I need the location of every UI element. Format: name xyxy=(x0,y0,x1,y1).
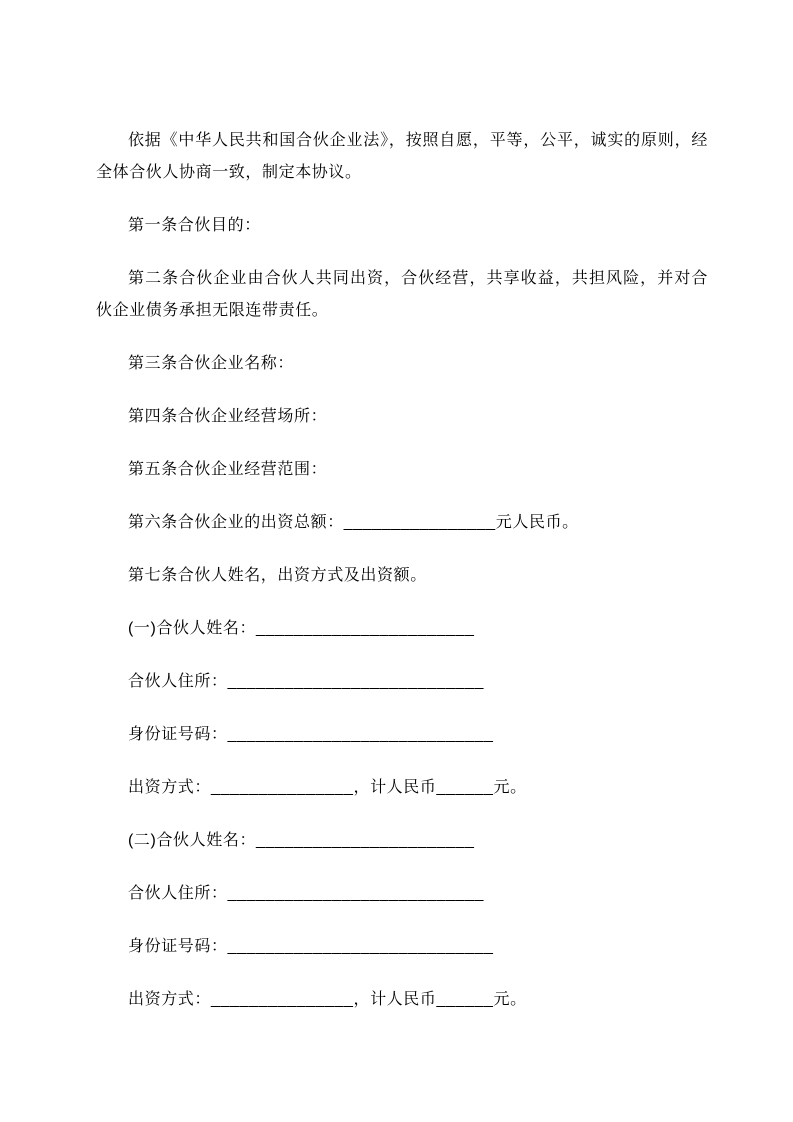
paragraph-article-6-capital: 第六条合伙企业的出资总额：________________元人民币。 xyxy=(128,514,579,531)
paragraph-article-7-partners: 第七条合伙人姓名，出资方式及出资额。 xyxy=(128,567,427,584)
paragraph-article-2-liability: 第二条合伙企业由合伙人共同出资，合伙经营，共享收益，共担风险，并对合伙企业债务承担无限连带责任。 xyxy=(96,270,708,319)
paragraph-preamble: 依据《中华人民共和国合伙企业法》，按照自愿，平等，公平，诚实的原则，经全体合伙人协商一致，制定本协议。 xyxy=(96,132,708,181)
paragraph-partner-2-name: (二)合伙人姓名：_______________________ xyxy=(128,832,475,849)
paragraph-article-3-name: 第三条合伙企业名称： xyxy=(128,355,295,372)
paragraph-partner-1-address: 合伙人住所：___________________________ xyxy=(128,673,485,690)
paragraph-article-5-scope: 第五条合伙企业经营范围： xyxy=(128,461,328,478)
paragraph-partner-1-name: (一)合伙人姓名：_______________________ xyxy=(128,620,475,637)
paragraph-partner-2-id-number: 身份证号码：____________________________ xyxy=(128,938,494,955)
paragraph-article-1-purpose: 第一条合伙目的： xyxy=(128,217,261,234)
paragraph-partner-2-contribution: 出资方式：_______________，计人民币______元。 xyxy=(128,991,527,1008)
paragraph-article-4-premises: 第四条合伙企业经营场所： xyxy=(128,408,328,425)
paragraph-partner-1-id-number: 身份证号码：____________________________ xyxy=(128,726,494,743)
paragraph-partner-1-contribution: 出资方式：_______________，计人民币______元。 xyxy=(128,779,527,796)
paragraph-partner-2-address: 合伙人住所：___________________________ xyxy=(128,885,485,902)
